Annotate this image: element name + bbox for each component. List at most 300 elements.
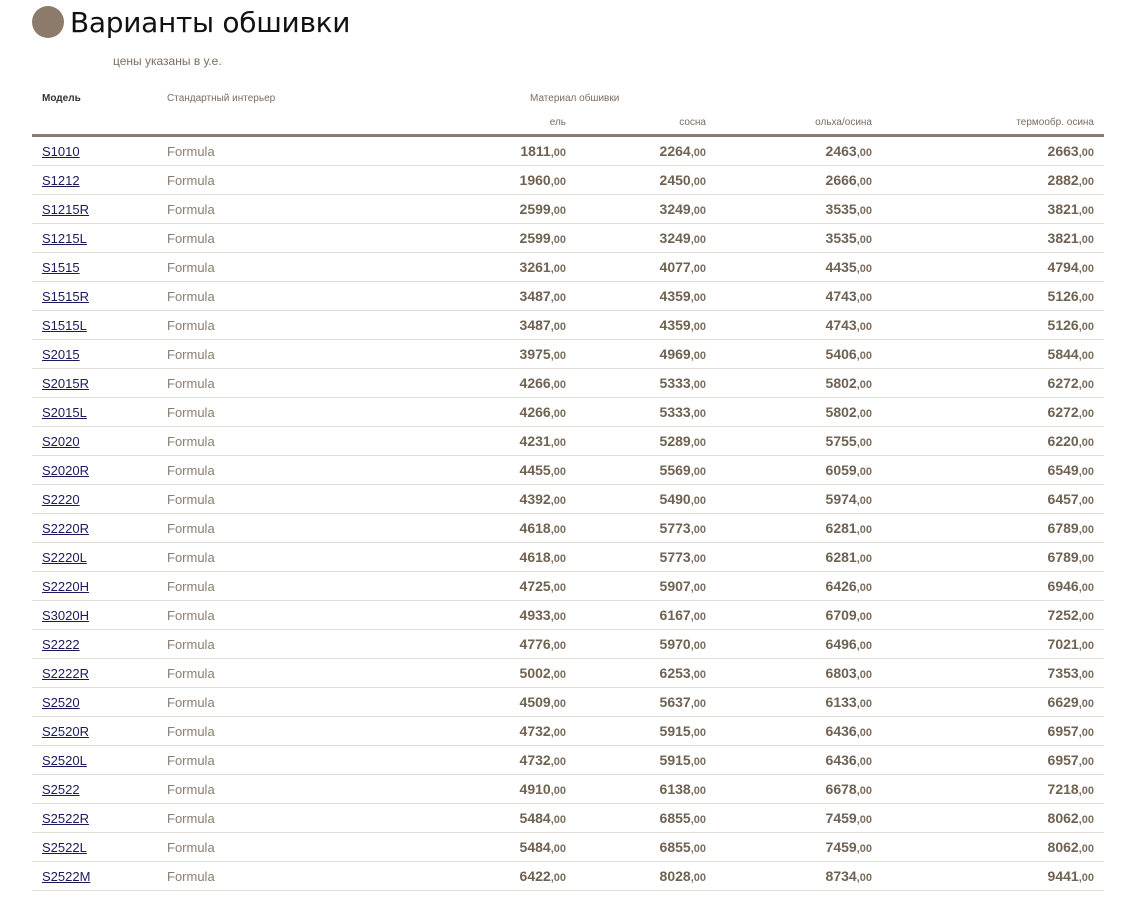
table-row [32,775,1104,804]
price-alder-aspen [716,253,882,282]
interior-cell: Formula [167,514,347,543]
model-link[interactable]: S1515L [42,317,87,333]
table-row [32,282,1104,311]
price-integer: 6167 [659,607,691,623]
price-alder-aspen [716,514,882,543]
table-header [32,86,1104,136]
price-pine [576,136,716,166]
price-integer: 5915 [659,752,691,768]
price-integer: 7218 [1047,781,1079,797]
price-integer: 6272 [1047,404,1079,420]
price-integer: 6957 [1047,752,1079,768]
model-link[interactable]: S2220L [42,549,87,565]
price-integer: 5970 [659,636,691,652]
price-spruce [347,456,576,485]
price-alder-aspen [716,717,882,746]
price-integer: 2450 [659,172,691,188]
model-cell [32,862,167,891]
price-alder-aspen [716,195,882,224]
price-thermo-aspen [882,253,1104,282]
price-integer: 6457 [1047,491,1079,507]
price-decimal: ,00 [1078,582,1094,594]
model-cell [32,253,167,282]
interior-cell: Formula [167,456,347,485]
price-thermo-aspen [882,456,1104,485]
price-decimal: ,00 [550,553,566,565]
interior-cell: Formula [167,804,347,833]
price-decimal: ,00 [856,582,872,594]
price-alder-aspen [716,804,882,833]
price-decimal: ,00 [690,263,706,275]
header-blank [167,110,347,136]
price-spruce [347,136,576,166]
model-link[interactable]: S2220H [42,578,89,594]
interior-cell: Formula [167,659,347,688]
price-decimal: ,00 [690,640,706,652]
interior-cell: Formula [167,485,347,514]
interior-cell: Formula [167,253,347,282]
price-pine [576,543,716,572]
interior-cell: Formula [167,282,347,311]
price-decimal: ,00 [1078,263,1094,275]
price-decimal: ,00 [550,495,566,507]
price-integer: 4435 [825,259,857,275]
model-link[interactable]: S2020 [42,433,80,449]
price-decimal: ,00 [856,669,872,681]
price-integer: 6855 [659,810,691,826]
price-decimal: ,00 [690,437,706,449]
model-cell [32,601,167,630]
price-thermo-aspen [882,427,1104,456]
price-decimal: ,00 [690,408,706,420]
price-pine [576,572,716,601]
price-alder-aspen [716,862,882,891]
price-alder-aspen [716,688,882,717]
price-alder-aspen [716,136,882,166]
price-integer: 7459 [825,839,857,855]
title-row [32,4,350,40]
price-alder-aspen [716,775,882,804]
price-integer: 4743 [825,317,857,333]
table-row [32,601,1104,630]
price-integer: 6855 [659,839,691,855]
price-thermo-aspen [882,659,1104,688]
price-spruce [347,862,576,891]
price-integer: 6133 [825,694,857,710]
price-spruce [347,427,576,456]
price-pine [576,688,716,717]
model-cell [32,369,167,398]
price-decimal: ,00 [1078,872,1094,884]
price-decimal: ,00 [690,466,706,478]
model-link[interactable]: S2522R [42,810,89,826]
price-decimal: ,00 [690,756,706,768]
model-link[interactable]: S1515R [42,288,89,304]
price-integer: 5915 [659,723,691,739]
price-integer: 6436 [825,752,857,768]
price-pine [576,224,716,253]
model-link[interactable]: S2522M [42,868,91,884]
price-integer: 4618 [519,549,551,565]
price-decimal: ,00 [856,147,872,159]
price-integer: 5907 [659,578,691,594]
price-integer: 9441 [1047,868,1079,884]
price-spruce [347,340,576,369]
price-integer: 6272 [1047,375,1079,391]
price-pine [576,369,716,398]
price-decimal: ,00 [690,234,706,246]
price-spruce [347,369,576,398]
price-decimal: ,00 [1078,756,1094,768]
price-integer: 6789 [1047,520,1079,536]
price-pine [576,253,716,282]
price-pine [576,630,716,659]
interior-cell: Formula [167,775,347,804]
price-thermo-aspen [882,485,1104,514]
price-decimal: ,00 [856,727,872,739]
price-decimal: ,00 [550,437,566,449]
price-decimal: ,00 [856,321,872,333]
interior-cell: Formula [167,427,347,456]
price-integer: 3261 [519,259,551,275]
model-link[interactable]: S2015R [42,375,89,391]
table-row [32,630,1104,659]
price-integer: 3821 [1047,201,1079,217]
interior-cell: Formula [167,543,347,572]
header-material: Материал обшивки [530,92,620,104]
price-thermo-aspen [882,688,1104,717]
price-thermo-aspen [882,398,1104,427]
interior-cell: Formula [167,601,347,630]
price-integer: 6436 [825,723,857,739]
price-pine [576,659,716,688]
price-decimal: ,00 [1078,611,1094,623]
price-integer: 3975 [519,346,551,362]
price-alder-aspen [716,601,882,630]
circle-bullet-icon [32,6,64,38]
price-decimal: ,00 [690,147,706,159]
price-decimal: ,00 [550,292,566,304]
model-cell [32,136,167,166]
price-integer: 2264 [659,143,691,159]
price-integer: 5484 [519,839,551,855]
interior-cell: Formula [167,833,347,862]
price-integer: 5126 [1047,288,1079,304]
model-cell [32,717,167,746]
price-integer: 2663 [1047,143,1079,159]
price-decimal: ,00 [856,408,872,420]
model-cell [32,833,167,862]
price-decimal: ,00 [550,350,566,362]
price-integer: 5974 [825,491,857,507]
price-integer: 3487 [519,317,551,333]
price-pine [576,166,716,195]
price-integer: 8028 [659,868,691,884]
price-spruce [347,746,576,775]
model-link[interactable]: S2015L [42,404,87,420]
price-alder-aspen [716,543,882,572]
price-decimal: ,00 [1078,147,1094,159]
price-decimal: ,00 [550,669,566,681]
price-spruce [347,659,576,688]
price-decimal: ,00 [550,814,566,826]
price-spruce [347,514,576,543]
model-cell [32,485,167,514]
model-link[interactable]: S2522 [42,781,80,797]
price-decimal: ,00 [550,466,566,478]
price-thermo-aspen [882,340,1104,369]
interior-cell: Formula [167,688,347,717]
price-decimal: ,00 [856,176,872,188]
price-pine [576,862,716,891]
model-link[interactable]: S2222 [42,636,80,652]
interior-cell: Formula [167,717,347,746]
model-cell [32,340,167,369]
price-integer: 6549 [1047,462,1079,478]
price-integer: 5844 [1047,346,1079,362]
table-row [32,224,1104,253]
model-cell [32,427,167,456]
price-spruce [347,253,576,282]
price-integer: 4725 [519,578,551,594]
price-thermo-aspen [882,717,1104,746]
price-integer: 7459 [825,810,857,826]
price-integer: 6629 [1047,694,1079,710]
price-alder-aspen [716,224,882,253]
price-decimal: ,00 [856,814,872,826]
price-decimal: ,00 [1078,176,1094,188]
price-integer: 3249 [659,201,691,217]
price-pine [576,601,716,630]
price-decimal: ,00 [690,582,706,594]
model-link[interactable]: S1515 [42,259,80,275]
price-decimal: ,00 [1078,292,1094,304]
interior-cell: Formula [167,572,347,601]
table-row [32,311,1104,340]
price-integer: 4776 [519,636,551,652]
price-spruce [347,166,576,195]
price-integer: 6281 [825,520,857,536]
price-integer: 8062 [1047,839,1079,855]
model-link[interactable]: S2220R [42,520,89,536]
price-integer: 3249 [659,230,691,246]
price-currency-note: цены указаны в у.е. [113,54,222,68]
price-integer: 5773 [659,520,691,536]
price-spruce [347,833,576,862]
price-decimal: ,00 [856,611,872,623]
model-link[interactable]: S2520R [42,723,89,739]
price-integer: 4743 [825,288,857,304]
model-link[interactable]: S1010 [42,143,80,159]
model-link[interactable]: S3020H [42,607,89,623]
price-decimal: ,00 [690,669,706,681]
price-integer: 4266 [519,404,551,420]
price-pine [576,833,716,862]
price-spruce [347,804,576,833]
price-thermo-aspen [882,195,1104,224]
model-cell [32,543,167,572]
model-link[interactable]: S2520L [42,752,87,768]
price-integer: 6789 [1047,549,1079,565]
price-thermo-aspen [882,166,1104,195]
price-decimal: ,00 [550,205,566,217]
model-cell [32,804,167,833]
price-decimal: ,00 [550,379,566,391]
price-integer: 5802 [825,375,857,391]
price-integer: 3487 [519,288,551,304]
model-link[interactable]: S1215L [42,230,87,246]
header-material-thermo-aspen: термообр. осина [882,110,1104,136]
price-decimal: ,00 [690,785,706,797]
price-decimal: ,00 [690,176,706,188]
price-pine [576,514,716,543]
price-decimal: ,00 [550,872,566,884]
price-decimal: ,00 [1078,437,1094,449]
price-alder-aspen [716,630,882,659]
price-pine [576,427,716,456]
price-integer: 2882 [1047,172,1079,188]
interior-cell: Formula [167,311,347,340]
price-thermo-aspen [882,311,1104,340]
table-row [32,572,1104,601]
price-alder-aspen [716,833,882,862]
price-decimal: ,00 [856,756,872,768]
price-decimal: ,00 [690,379,706,391]
model-link[interactable]: S2220 [42,491,80,507]
price-decimal: ,00 [550,611,566,623]
price-decimal: ,00 [550,263,566,275]
model-link[interactable]: S1215R [42,201,89,217]
price-decimal: ,00 [550,640,566,652]
table-row [32,746,1104,775]
price-decimal: ,00 [690,872,706,884]
price-alder-aspen [716,369,882,398]
price-pine [576,398,716,427]
price-decimal: ,00 [690,292,706,304]
table-row [32,166,1104,195]
price-integer: 4359 [659,288,691,304]
price-integer: 8062 [1047,810,1079,826]
model-cell [32,166,167,195]
price-integer: 5490 [659,491,691,507]
table-row [32,659,1104,688]
price-integer: 4455 [519,462,551,478]
price-integer: 5126 [1047,317,1079,333]
price-integer: 4266 [519,375,551,391]
price-integer: 6138 [659,781,691,797]
price-decimal: ,00 [690,814,706,826]
price-decimal: ,00 [1078,524,1094,536]
price-integer: 6422 [519,868,551,884]
table-body [32,136,1104,891]
price-thermo-aspen [882,862,1104,891]
price-integer: 4509 [519,694,551,710]
price-decimal: ,00 [1078,234,1094,246]
price-decimal: ,00 [856,292,872,304]
price-integer: 3535 [825,201,857,217]
model-cell [32,659,167,688]
price-decimal: ,00 [690,553,706,565]
price-alder-aspen [716,572,882,601]
table-row [32,688,1104,717]
header-interior: Стандартный интерьер [167,92,276,104]
price-integer: 5569 [659,462,691,478]
price-thermo-aspen [882,282,1104,311]
price-decimal: ,00 [690,611,706,623]
price-alder-aspen [716,166,882,195]
price-decimal: ,00 [1078,321,1094,333]
table-row [32,514,1104,543]
price-decimal: ,00 [550,698,566,710]
price-decimal: ,00 [550,524,566,536]
price-integer: 3821 [1047,230,1079,246]
table-row [32,195,1104,224]
model-link[interactable]: S2522L [42,839,87,855]
price-spruce [347,282,576,311]
price-decimal: ,00 [1078,553,1094,565]
price-thermo-aspen [882,775,1104,804]
model-link[interactable]: S2015 [42,346,80,362]
interior-cell: Formula [167,136,347,166]
price-decimal: ,00 [690,843,706,855]
model-link[interactable]: S2222R [42,665,89,681]
price-decimal: ,00 [550,321,566,333]
table-row [32,369,1104,398]
table-row [32,253,1104,282]
price-thermo-aspen [882,833,1104,862]
price-integer: 5406 [825,346,857,362]
model-cell [32,398,167,427]
model-cell [32,688,167,717]
table-row [32,862,1104,891]
price-integer: 6059 [825,462,857,478]
model-link[interactable]: S2520 [42,694,80,710]
page-title: Варианты обшивки [70,5,351,39]
interior-cell: Formula [167,369,347,398]
price-decimal: ,00 [550,234,566,246]
price-decimal: ,00 [856,843,872,855]
table-row [32,398,1104,427]
price-pine [576,804,716,833]
price-decimal: ,00 [856,350,872,362]
price-integer: 6220 [1047,433,1079,449]
price-spruce [347,688,576,717]
model-link[interactable]: S2020R [42,462,89,478]
price-integer: 1960 [519,172,551,188]
model-link[interactable]: S1212 [42,172,80,188]
price-thermo-aspen [882,369,1104,398]
price-spruce [347,775,576,804]
model-cell [32,746,167,775]
price-decimal: ,00 [550,147,566,159]
price-pine [576,282,716,311]
header-material-spruce: ель [347,110,576,136]
interior-cell: Formula [167,630,347,659]
price-decimal: ,00 [1078,350,1094,362]
price-integer: 5333 [659,404,691,420]
interior-cell: Formula [167,862,347,891]
interior-cell: Formula [167,195,347,224]
price-table [32,86,1104,891]
price-integer: 7021 [1047,636,1079,652]
interior-cell: Formula [167,398,347,427]
price-decimal: ,00 [856,640,872,652]
price-integer: 2463 [825,143,857,159]
price-thermo-aspen [882,224,1104,253]
price-integer: 5002 [519,665,551,681]
price-decimal: ,00 [1078,495,1094,507]
price-decimal: ,00 [1078,727,1094,739]
